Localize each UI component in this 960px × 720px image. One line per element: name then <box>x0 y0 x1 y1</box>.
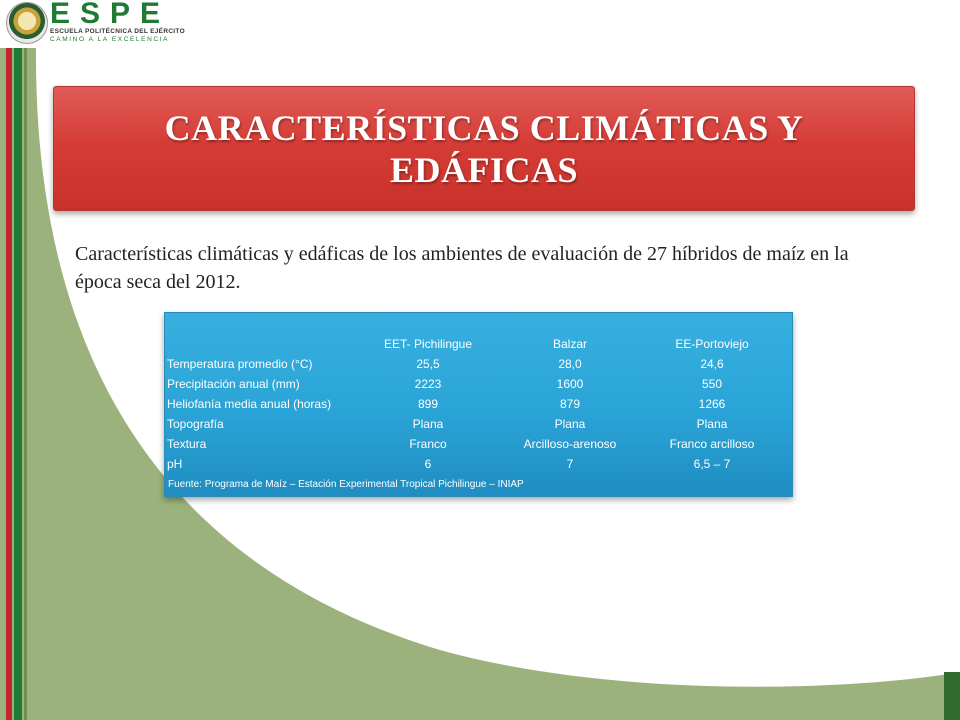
table-cell: 25,5 <box>416 357 440 371</box>
table-cell: 899 <box>417 397 439 411</box>
table-cell: 24,6 <box>700 357 724 371</box>
table-caption: Características climáticas y edáficas de los ambientes de evaluación de 27 híbridos de maíz en la época seca del 2012. <box>75 243 849 293</box>
table-cell: Plana <box>554 417 586 431</box>
red-stripe <box>6 48 12 720</box>
table-cell: 879 <box>559 397 581 411</box>
table-cell: 6,5 – 7 <box>693 457 731 471</box>
row-label: Topografía <box>167 417 224 431</box>
table-row <box>167 454 783 474</box>
table-cell: Franco <box>409 437 447 451</box>
row-label: Textura <box>167 437 207 451</box>
table-cell: 6 <box>424 457 432 471</box>
table-cell: Plana <box>696 417 728 431</box>
row-label: Precipitación anual (mm) <box>167 377 300 391</box>
logo-line1: ESCUELA POLITÉCNICA DEL EJÉRCITO <box>50 28 185 35</box>
header-cell: EET- Pichilingue <box>383 337 473 351</box>
climate-soil-table <box>167 334 783 474</box>
slide-title: CARACTERÍSTICAS CLIMÁTICAS Y EDÁFICAS <box>164 107 804 190</box>
logo-line2: CAMINO A LA EXCELENCIA <box>50 36 170 43</box>
thin-stripe <box>24 48 27 720</box>
table-cell: 1266 <box>698 397 726 411</box>
right-green-bar <box>944 672 960 720</box>
table-header-row <box>167 334 783 354</box>
table-cell: 550 <box>701 377 723 391</box>
title-banner <box>53 86 915 211</box>
header-cell <box>167 334 357 354</box>
table-row <box>167 374 783 394</box>
espe-logo <box>50 0 185 44</box>
table-cell: 7 <box>566 457 574 471</box>
table-cell: 1600 <box>556 377 584 391</box>
green-stripe <box>14 48 22 720</box>
table-cell: Arcilloso-arenoso <box>523 437 617 451</box>
table-source-note: Fuente: Programa de Maíz – Estación Experimental Tropical Pichilingue – INIAP <box>168 479 524 490</box>
table-row <box>167 434 783 454</box>
table-cell: 2223 <box>414 377 442 391</box>
espe-seal-icon <box>6 2 48 44</box>
table-cell: Franco arcilloso <box>669 437 755 451</box>
climate-soil-table-panel <box>164 312 793 497</box>
row-label: Temperatura promedio (°C) <box>167 357 313 371</box>
table-row <box>167 414 783 434</box>
table-row <box>167 354 783 374</box>
table-cell: 28,0 <box>558 357 582 371</box>
row-label: Heliofanía media anual (horas) <box>167 397 332 411</box>
logo-letters: ESPE <box>50 0 171 30</box>
header-cell: EE-Portoviejo <box>675 337 749 351</box>
table-cell: Plana <box>412 417 444 431</box>
table-row <box>167 394 783 414</box>
header-cell: Balzar <box>552 337 587 351</box>
row-label: pH <box>167 457 183 471</box>
